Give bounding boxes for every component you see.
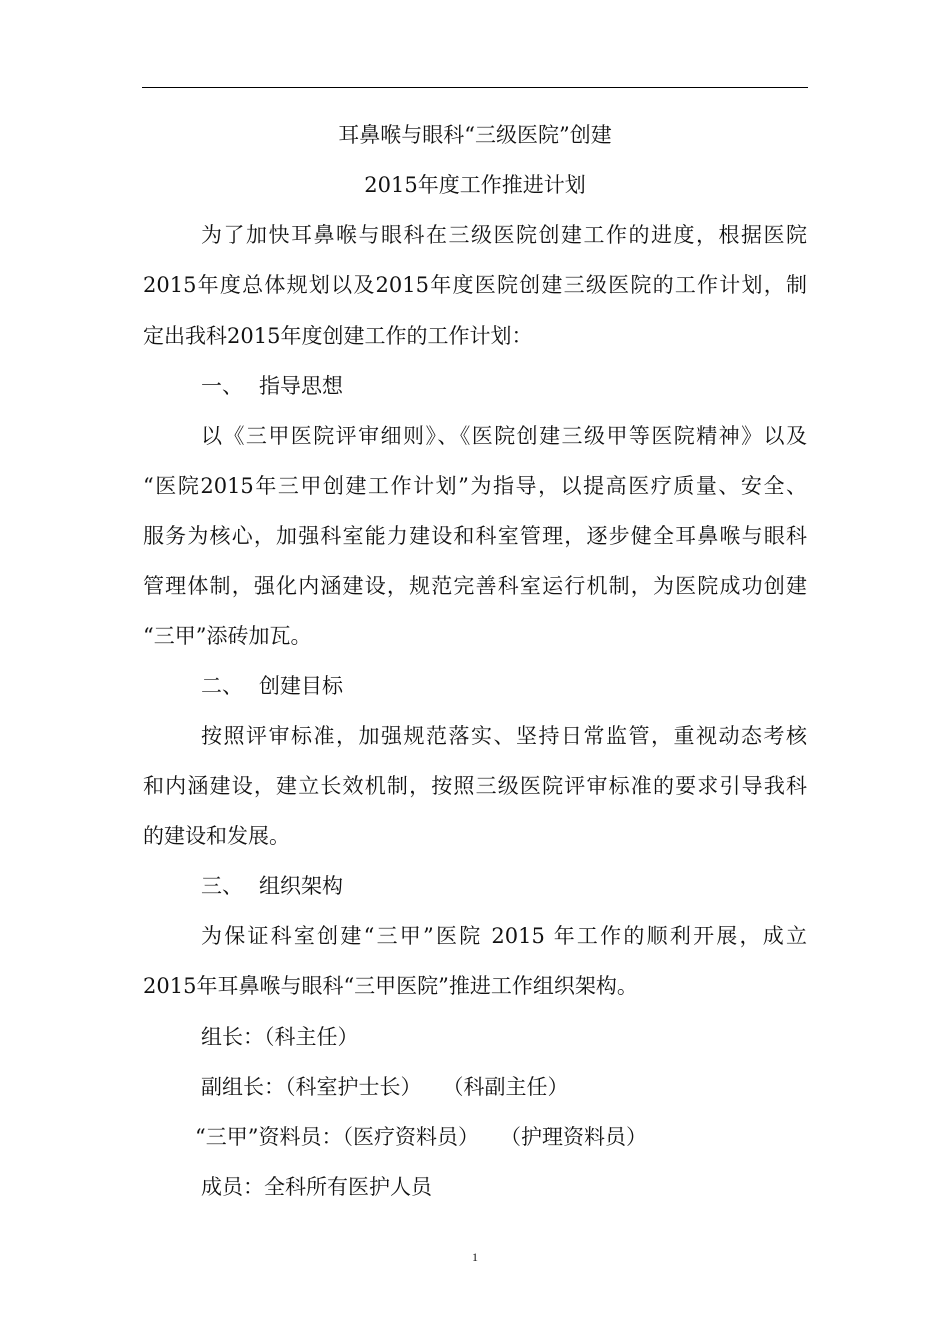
- section-2-heading: [143, 669, 807, 703]
- section-1-heading: [143, 369, 807, 403]
- document-title-line-1: 耳鼻喉与眼科“三级医院”创建: [338, 123, 612, 147]
- page-number: 1: [472, 1250, 478, 1264]
- section-1-number: 一、: [201, 374, 243, 398]
- section-2-title: 创建目标: [259, 674, 343, 698]
- document-title-line-2: 2015年度工作推进计划: [364, 173, 586, 197]
- section-1-line-3: 服务为核心，加强科室能力建设和科室管理，逐步健全耳鼻喉与眼科: [143, 524, 807, 548]
- section-3-line-1: 为保证科室创建“三甲”医院 2015 年工作的顺利开展，成立: [201, 924, 807, 948]
- member-data-officers: “三甲”资料员：（医疗资料员） （护理资料员）: [195, 1125, 647, 1149]
- section-2-line-2: 和内涵建设，建立长效机制，按照三级医院评审标准的要求引导我科: [143, 774, 807, 798]
- header-rule: [142, 87, 808, 88]
- section-1-line-1: 以《三甲医院评审细则》、《医院创建三级甲等医院精神》以及: [201, 424, 807, 448]
- section-2-line-1: 按照评审标准，加强规范落实、坚持日常监管，重视动态考核: [201, 724, 807, 748]
- section-3-line-2: 2015年耳鼻喉与眼科“三甲医院”推进工作组织架构。: [143, 974, 638, 998]
- member-leader: 组长：（科主任）: [201, 1025, 359, 1049]
- section-1-title: 指导思想: [259, 374, 343, 398]
- section-1-line-5: “三甲”添砖加瓦。: [143, 624, 312, 648]
- intro-line-1: 为了加快耳鼻喉与眼科在三级医院创建工作的进度，根据医院: [201, 223, 807, 247]
- section-1-line-4: 管理体制，强化内涵建设，规范完善科室运行机制，为医院成功创建: [143, 574, 807, 598]
- section-1-line-2: “医院2015年三甲创建工作计划”为指导，以提高医疗质量、安全、: [143, 474, 807, 498]
- intro-line-2: 2015年度总体规划以及2015年度医院创建三级医院的工作计划，制: [143, 273, 807, 297]
- member-all-staff: 成员：全科所有医护人员: [201, 1175, 432, 1199]
- intro-line-3: 定出我科2015年度创建工作的工作计划：: [143, 324, 533, 348]
- section-3-title: 组织架构: [259, 874, 343, 898]
- member-deputy-leaders: 副组长：（科室护士长） （科副主任）: [201, 1075, 569, 1099]
- section-3-heading: [143, 869, 807, 903]
- section-3-number: 三、: [201, 874, 243, 898]
- section-2-line-3: 的建设和发展。: [143, 824, 290, 848]
- section-2-number: 二、: [201, 674, 243, 698]
